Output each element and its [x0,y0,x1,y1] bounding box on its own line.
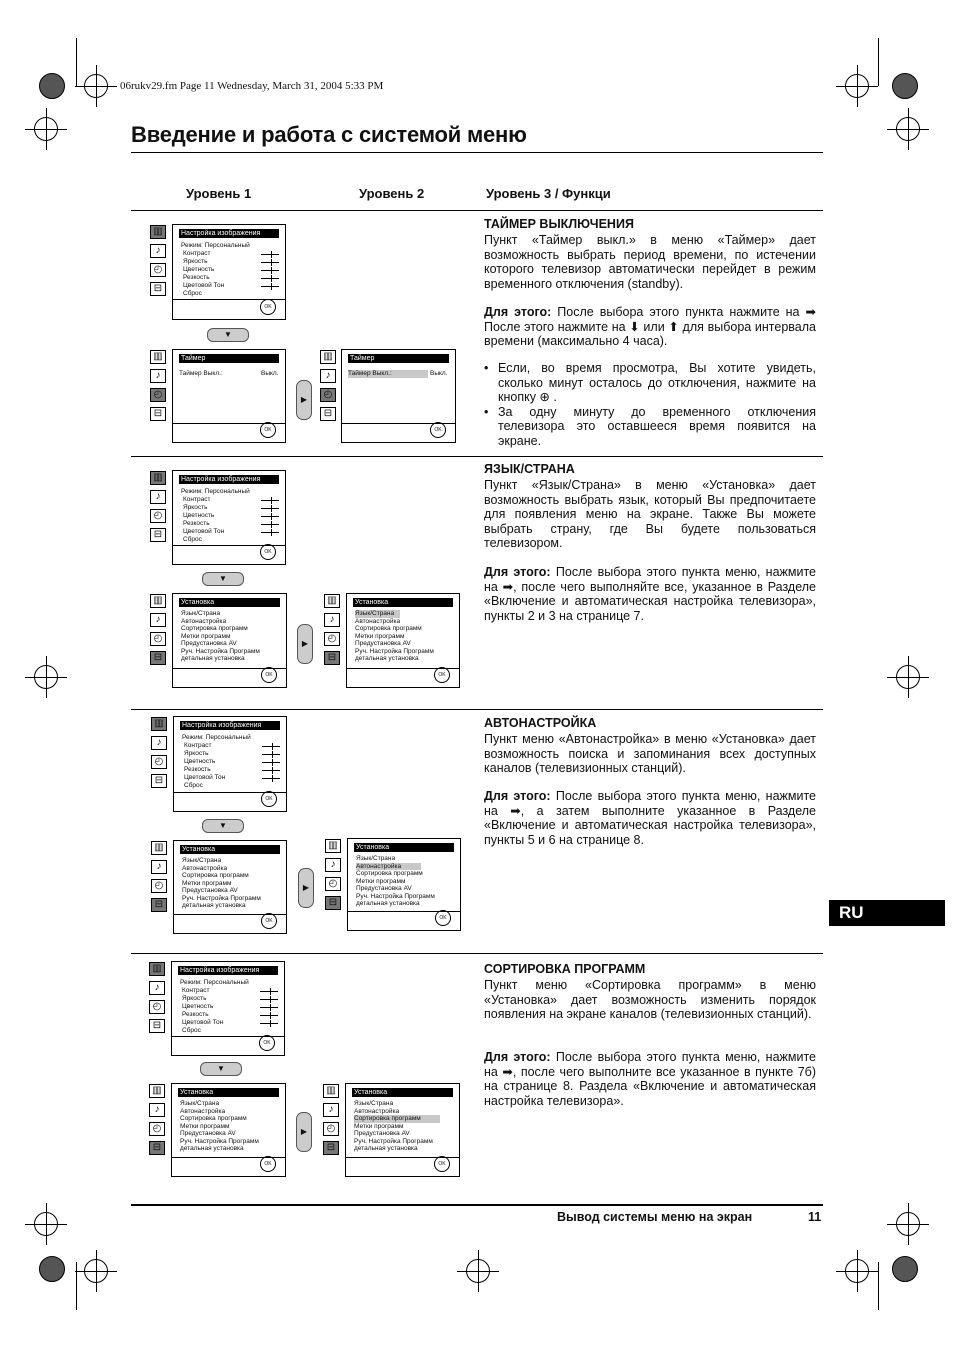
ok-icon: OK [430,422,446,438]
menu-item: Автонастройка [182,864,228,872]
picture-icon: ▥ [151,841,167,855]
registration-mark [84,74,108,98]
menu-item: Язык/Страна [182,857,222,864]
registration-mark [34,665,58,689]
menu-icon-column [324,594,342,670]
section-bullets-timer [484,361,816,449]
sound-icon: ♪ [151,860,167,874]
picture-menu-screen [172,470,286,565]
menu-item-highlighted: Сортировка программ [354,1115,440,1123]
column-header-level2: Уровень 2 [359,186,425,201]
menu-title-bar: Установка [352,1088,453,1097]
menu-icon-column [151,717,169,793]
down-arrow-icon: ▼ [202,572,244,586]
menu-item: Метки программ [181,632,231,640]
menu-item: Сортировка программ [356,870,423,877]
menu-item: Метки программ [356,877,406,885]
menu-item: Сброс [184,782,203,789]
ok-icon: OK [260,299,276,315]
menu-item: Цветовой Тон [183,528,225,535]
menu-item: Резкость [183,274,210,281]
picture-icon: ▥ [323,1084,339,1098]
setup-menu-screen-selected [345,1083,460,1177]
menu-item: Язык/Страна [180,1100,220,1107]
registration-mark [845,1259,869,1283]
registration-mark [896,665,920,689]
menu-icon-column [150,594,168,670]
menu-item-highlighted: Автонастройка [356,863,421,871]
page-number: 11 [808,1210,822,1224]
registration-mark [845,74,869,98]
ok-icon: OK [434,1156,450,1172]
setup-icon: ⊟ [323,1141,339,1155]
menu-icon-column [150,225,168,301]
menu-item: Предустановка AV [182,887,238,894]
menu-item: детальная установка [181,655,245,662]
menu-item: Сброс [183,290,202,297]
howto-label: Для этого: [484,305,552,319]
registration-mark [896,1212,920,1236]
menu-item: Контраст [184,742,212,749]
menu-title-bar: Установка [179,598,280,607]
menu-item: Сортировка программ [355,625,422,632]
slider [262,762,280,763]
setup-icon: ⊟ [150,282,166,296]
menu-item: Цветовой Тон [182,1019,224,1026]
menu-mode: Режим: Персональный [180,979,249,986]
picture-icon: ▥ [150,350,166,364]
crop-mark [76,38,77,86]
registration-disk [39,1256,65,1282]
slider [260,1007,278,1008]
menu-title-bar: Таймер [348,354,449,363]
timer-icon: ◴ [325,877,341,891]
howto-text: После выбора этого пункта нажмите на ➡ После этого нажмите на ⬇ или ⬆ для выбора интервала времени (максимально 4 часа). [484,305,816,349]
section-title-autotune: АВТОНАСТРОЙКА [484,716,597,730]
slider [261,278,279,279]
setup-icon: ⊟ [151,898,167,912]
menu-item: Предустановка AV [354,1130,410,1137]
timer-icon: ◴ [324,632,340,646]
menu-item: Контраст [183,250,211,257]
timer-icon: ◴ [323,1122,339,1136]
section-howto-timer [484,305,816,349]
menu-item: Таймер Выкл.: [179,370,223,377]
menu-item: Контраст [183,496,211,503]
menu-icon-column [150,471,168,547]
setup-icon: ⊟ [149,1141,165,1155]
down-arrow-icon: ▼ [200,1062,242,1076]
howto-label: Для этого: [484,565,551,579]
picture-icon: ▥ [325,839,341,853]
sound-icon: ♪ [324,613,340,627]
menu-item: Контраст [182,987,210,994]
howto-text: После выбора этого пункта меню, нажмите на ➡, после чего выполняйте все, указанное в Разделе «Включение и автоматическая настройка телевизора», пункты 2 и 3 на странице 7. [484,565,816,623]
menu-item: Предустановка AV [181,640,237,647]
howto-label: Для этого: [484,1050,551,1064]
timer-icon: ◴ [150,263,166,277]
slider [262,778,280,779]
menu-icon-column [325,839,343,915]
registration-disk [892,1256,918,1282]
slider [260,1015,278,1016]
sound-icon: ♪ [150,490,166,504]
menu-item: Предустановка AV [356,885,412,892]
menu-item-highlighted: Таймер Выкл.: [348,370,428,378]
menu-item: Яркость [183,504,208,511]
menu-title-bar: Настройка изображения [179,475,279,484]
menu-item: Язык/Страна [181,610,221,617]
section-divider [131,456,823,457]
menu-item: Автонастройка [181,617,227,625]
menu-item: Цветовой Тон [184,774,226,781]
registration-mark [34,117,58,141]
down-arrow-icon: ▼ [202,819,244,833]
menu-title-bar: Установка [353,598,453,607]
slider [261,262,279,263]
timer-icon: ◴ [151,879,167,893]
sound-icon: ♪ [325,858,341,872]
ok-icon: OK [261,913,277,929]
menu-item: Сортировка программ [181,625,248,632]
sound-icon: ♪ [149,981,165,995]
menu-title-bar: Установка [178,1088,279,1097]
menu-item: Цветность [183,266,215,273]
setup-menu-screen-selected [346,593,460,688]
menu-item: Автонастройка [180,1107,226,1115]
menu-item: Руч. Настройка Программ [180,1137,259,1145]
setup-menu-screen [173,840,287,934]
setup-icon: ⊟ [320,407,336,421]
sound-icon: ♪ [323,1103,339,1117]
sound-icon: ♪ [150,244,166,258]
menu-title-bar: Установка [354,843,454,852]
section-title-timer: ТАЙМЕР ВЫКЛЮЧЕНИЯ [484,217,634,231]
timer-icon: ◴ [150,509,166,523]
menu-item: Резкость [184,766,211,773]
section-divider [131,709,823,710]
slider [261,500,279,501]
right-arrow-icon: ▶ [296,1112,312,1152]
footer-rule [131,1204,823,1206]
menu-item: Метки программ [182,879,232,887]
sound-icon: ♪ [150,369,166,383]
howto-text: После выбора этого пункта меню, нажмите на ➡, а затем выполните указанное в Разделе «Включение и автоматическая настройка телевизора», пункты 5 и 6 на странице 8. [484,789,816,847]
section-text-timer: Пункт «Таймер выкл.» в меню «Таймер» дает возможность выбрать период времени, по истечении которого телевизор автоматически перейдет в режим временного отключения (standby). [484,233,816,291]
column-header-level3: Уровень 3 / Функци [486,186,611,201]
menu-item: Автонастройка [354,1107,400,1115]
menu-item: Метки программ [180,1122,230,1130]
slider [261,286,279,287]
menu-item: Язык/Страна [354,1100,394,1107]
menu-item: детальная установка [180,1145,244,1152]
menu-item: Предустановка AV [355,640,411,647]
picture-icon: ▥ [149,962,165,976]
ok-icon: OK [260,544,276,560]
slider [260,991,278,992]
menu-item: Сброс [182,1027,201,1034]
section-howto-sorting [484,1050,816,1108]
picture-icon: ▥ [150,594,166,608]
slider [261,524,279,525]
menu-item: Язык/Страна [356,855,396,862]
slider [262,754,280,755]
ok-icon: OK [434,667,450,683]
right-arrow-icon: ▶ [298,868,314,908]
picture-icon: ▥ [150,471,166,485]
menu-icon-column [323,1084,341,1160]
menu-item: Метки программ [354,1122,404,1130]
slider [261,508,279,509]
menu-item: Цветность [183,512,215,519]
language-tab: RU [829,900,945,926]
menu-item: Цветность [184,758,216,765]
ok-icon: OK [260,422,276,438]
menu-title-bar: Настройка изображения [178,966,278,975]
registration-mark [34,1212,58,1236]
menu-value: Выкл. [430,370,448,377]
picture-menu-screen [173,716,287,812]
section-text-sorting: Пункт меню «Сортировка программ» в меню «Установка» дает возможность изменить порядок появления на экране каналов (телевизионных станций). [484,978,816,1022]
menu-item: Предустановка AV [180,1130,236,1137]
picture-icon: ▥ [324,594,340,608]
picture-icon: ▥ [149,1084,165,1098]
section-title-language: ЯЗЫК/СТРАНА [484,462,575,476]
setup-icon: ⊟ [150,407,166,421]
menu-item: Сортировка программ [182,872,249,879]
timer-icon: ◴ [149,1000,165,1014]
ok-icon: OK [259,1035,275,1051]
section-howto-language [484,565,816,623]
menu-item: Резкость [182,1011,209,1018]
picture-menu-screen [171,961,285,1056]
crop-mark [878,38,879,86]
slider [260,999,278,1000]
page-title: Введение и работа с системой меню [131,122,527,147]
menu-icon-column [149,962,167,1038]
menu-mode: Режим: Персональный [182,734,251,741]
setup-icon: ⊟ [325,896,341,910]
setup-icon: ⊟ [151,774,167,788]
right-arrow-icon: ▶ [296,380,312,420]
picture-icon: ▥ [150,225,166,239]
ok-icon: OK [435,910,451,926]
ok-icon: OK [260,1156,276,1172]
menu-item: Сортировка программ [180,1115,247,1122]
ok-icon: OK [261,791,277,807]
timer-menu-screen [172,349,286,443]
registration-mark [896,117,920,141]
registration-mark [466,1259,490,1283]
crop-mark [76,1262,77,1310]
menu-item: детальная установка [356,900,420,907]
menu-icon-column [150,350,168,426]
menu-item: детальная установка [354,1145,418,1152]
footer-text: Вывод системы меню на экран [557,1210,753,1224]
section-divider [131,210,823,211]
picture-icon: ▥ [320,350,336,364]
section-text-language: Пункт «Язык/Страна» в меню «Установка» дает возможность выбрать язык, который Вы предпочитаете для появления меню на экране. Также Вы можете выбрать страну, где Вы будете пользоваться телевизором. [484,478,816,551]
sound-icon: ♪ [151,736,167,750]
slider [261,532,279,533]
menu-item: Резкость [183,520,210,527]
menu-item: Яркость [184,750,209,757]
setup-icon: ⊟ [150,651,166,665]
howto-text: После выбора этого пункта меню, нажмите на ➡, после чего выполните все указанное в пункте 7б) на странице 8. Раздела «Включение и автоматическая настройка телевизора». [484,1050,816,1108]
sound-icon: ♪ [320,369,336,383]
menu-item: Руч. Настройка Программ [356,892,435,900]
menu-item: Цветность [182,1003,214,1010]
menu-item: Руч. Настройка Программ [182,894,261,902]
menu-item: Цветовой Тон [183,282,225,289]
menu-item: Автонастройка [355,617,401,625]
right-arrow-icon: ▶ [297,624,313,664]
crop-mark [878,1262,879,1310]
menu-icon-column [320,350,338,426]
file-header: 06rukv29.fm Page 11 Wednesday, March 31, 2004 5:33 PM [120,80,384,92]
setup-menu-screen-selected [347,838,461,931]
menu-title-bar: Таймер [179,354,279,363]
menu-title-bar: Установка [180,845,280,854]
menu-item: Метки программ [355,632,405,640]
menu-item: Руч. Настройка Программ [181,647,260,655]
sound-icon: ♪ [150,613,166,627]
menu-title-bar: Настройка изображения [180,721,280,730]
setup-icon: ⊟ [149,1019,165,1033]
down-arrow-icon: ▼ [207,328,249,342]
menu-icon-column [151,841,169,917]
section-divider [131,953,823,954]
menu-item: Яркость [182,995,207,1002]
slider [260,1023,278,1024]
menu-item: детальная установка [182,902,246,909]
menu-item: Руч. Настройка Программ [354,1137,433,1145]
timer-icon: ◴ [149,1122,165,1136]
registration-mark [84,1259,108,1283]
setup-icon: ⊟ [324,651,340,665]
slider [261,254,279,255]
menu-value: Выкл. [261,370,279,377]
timer-icon: ◴ [150,632,166,646]
menu-item: детальная установка [355,655,419,662]
registration-disk [39,73,65,99]
ok-icon: OK [261,667,277,683]
menu-item: Руч. Настройка Программ [355,647,434,655]
menu-title-bar: Настройка изображения [179,229,279,238]
menu-item: Яркость [183,258,208,265]
menu-item-highlighted: Язык/Страна [355,610,400,618]
menu-item: Сброс [183,536,202,543]
section-howto-autotune [484,789,816,847]
section-text-autotune: Пункт меню «Автонастройка» в меню «Установка» дает возможность поиска и запоминания всех доступных каналов (телевизионных станций). [484,732,816,776]
timer-icon: ◴ [320,388,336,402]
timer-menu-screen-selected [341,349,456,443]
column-header-level1: Уровень 1 [186,186,252,201]
menu-mode: Режим: Персональный [181,242,250,249]
title-rule [131,152,823,153]
picture-icon: ▥ [151,717,167,731]
picture-menu-screen [172,224,286,320]
menu-mode: Режим: Персональный [181,488,250,495]
section-title-sorting: СОРТИРОВКА ПРОГРАММ [484,962,646,976]
menu-icon-column [149,1084,167,1160]
registration-disk [892,73,918,99]
slider [261,516,279,517]
bullet-item: • Если, во время просмотра, Вы хотите увидеть, сколько минут осталось до отключения, нажмите на кнопку ⊕ . [484,361,816,405]
sound-icon: ♪ [149,1103,165,1117]
setup-menu-screen [171,1083,286,1177]
howto-label: Для этого: [484,789,551,803]
setup-icon: ⊟ [150,528,166,542]
setup-menu-screen [172,593,287,688]
slider [262,746,280,747]
slider [261,270,279,271]
timer-icon: ◴ [150,388,166,402]
bullet-item: • За одну минуту до временного отключения телевизора это оставшееся время появится на экране. [484,405,816,449]
timer-icon: ◴ [151,755,167,769]
slider [262,770,280,771]
